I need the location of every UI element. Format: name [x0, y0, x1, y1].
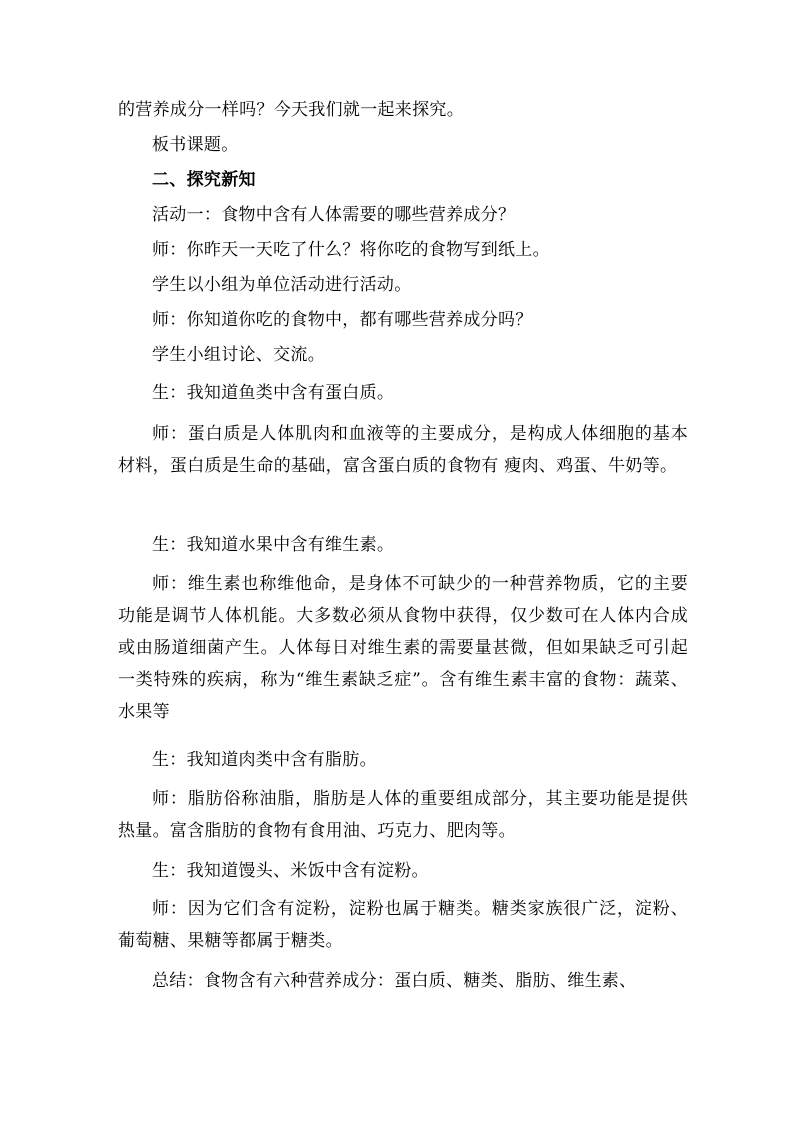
paragraph-student-vitamin: 生：我知道水果中含有维生素。	[152, 535, 395, 555]
section-heading: 二、探究新知	[152, 170, 256, 190]
paragraph-summary: 总结：食物含有六种营养成分：蛋白质、糖类、脂肪、维生素、	[152, 971, 637, 991]
paragraph-student-protein: 生：我知道鱼类中含有蛋白质。	[152, 383, 395, 403]
paragraph-student-fat: 生：我知道肉类中含有脂肪。	[152, 750, 377, 770]
paragraph-teacher-fat: 师：脂肪俗称油脂，脂肪是人体的重要组成部分，其主要功能是提供热量。富含脂肪的食物有食用油、巧克力、肥肉等。	[118, 789, 688, 841]
paragraph-teacher-starch: 师：因为它们含有淀粉，淀粉也属于糖类。糖类家族很广泛，淀粉、葡萄糖、果糖等都属于糖类。	[118, 899, 688, 951]
activity-heading: 活动一：食物中含有人体需要的哪些营养成分？	[152, 205, 516, 225]
paragraph-teacher-question: 师：你昨天一天吃了什么？将你吃的食物写到纸上。	[152, 240, 550, 260]
paragraph-board-title: 板书课题。	[152, 135, 239, 155]
paragraph-teacher-vitamin: 师：维生素也称维他命，是身体不可缺少的一种营养物质，它的主要功能是调节人体机能。大多数必须从食物中获得，仅少数可在人体内合成或由肠道细菌产生。人体每日对维生素的需要量甚微，但如果缺乏可引起一类特殊的疾病，称为“维生素缺乏症”。含有维生素丰富的食物：蔬菜、水果等	[118, 574, 688, 722]
paragraph-student-starch: 生：我知道馒头、米饭中含有淀粉。	[152, 861, 429, 881]
paragraph-student-activity: 学生以小组为单位活动进行活动。	[152, 275, 412, 295]
paragraph-student-discussion: 学生小组讨论、交流。	[152, 345, 325, 365]
paragraph-teacher-nutrients: 师：你知道你吃的食物中，都有哪些营养成分吗？	[152, 310, 533, 330]
paragraph-continuation: 的营养成分一样吗？今天我们就一起来探究。	[118, 100, 464, 120]
paragraph-teacher-protein: 师：蛋白质是人体肌肉和血液等的主要成分，是构成人体细胞的基本材料，蛋白质是生命的基础，富含蛋白质的食物有 瘦肉、鸡蛋、牛奶等。	[118, 424, 688, 476]
